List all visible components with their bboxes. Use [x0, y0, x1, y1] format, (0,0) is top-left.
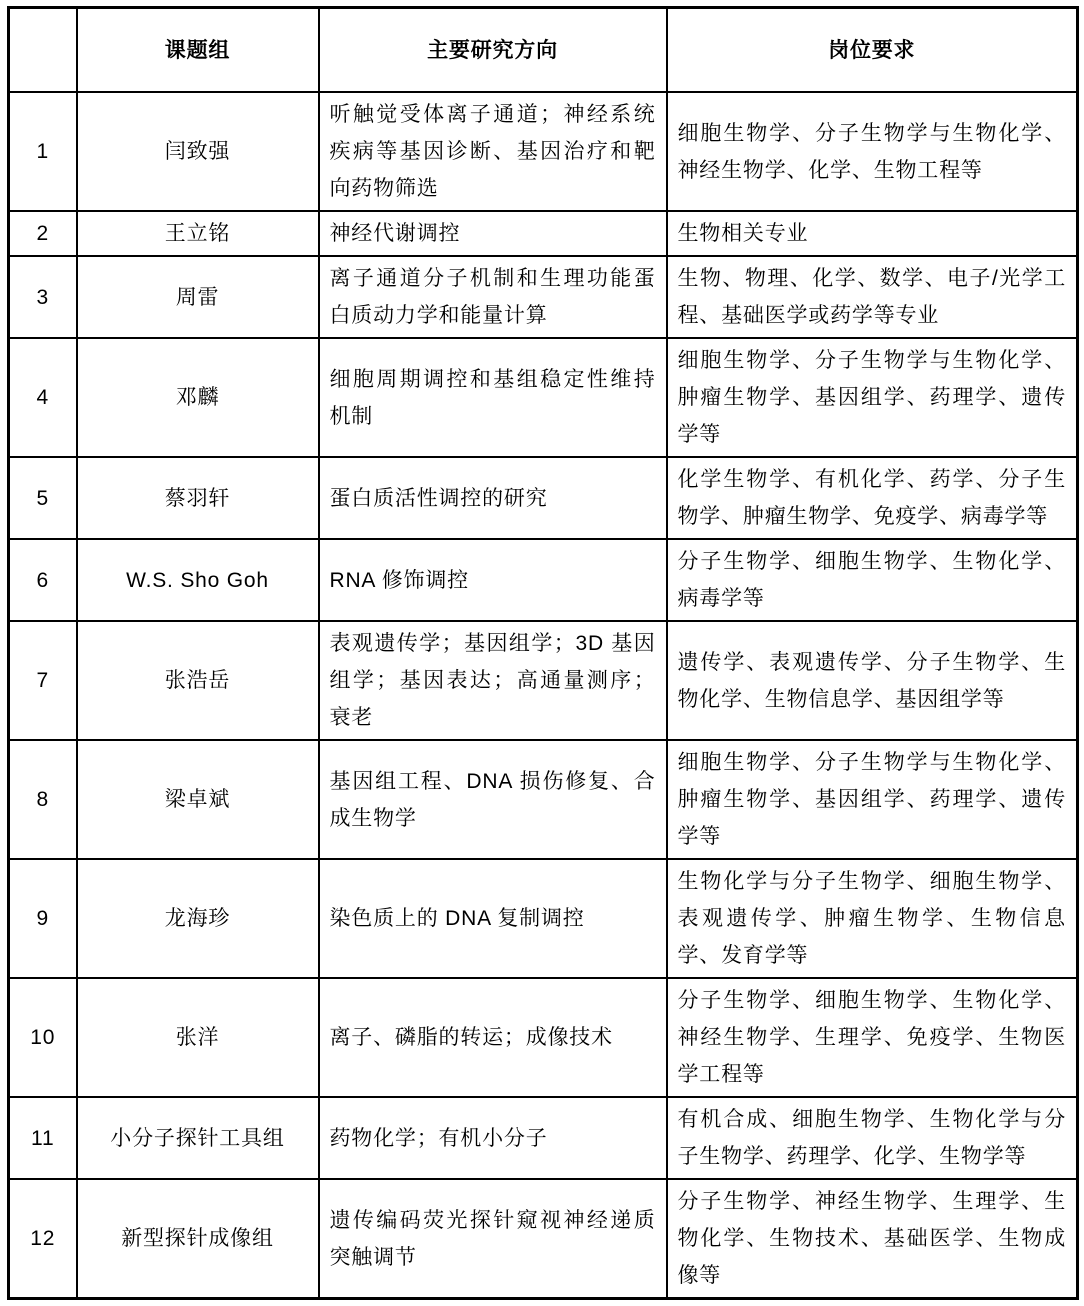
row-number-cell: 10	[9, 978, 77, 1097]
table-row	[9, 338, 1078, 457]
group-name-cell: 梁卓斌	[77, 740, 319, 859]
table-row	[9, 859, 1078, 978]
table-row	[9, 457, 1078, 539]
position-requirements-cell: 有机合成、细胞生物学、生物化学与分子生物学、药理学、化学、生物学等	[667, 1097, 1078, 1179]
row-number-cell: 9	[9, 859, 77, 978]
position-requirements-cell: 细胞生物学、分子生物学与生物化学、肿瘤生物学、基因组学、药理学、遗传学等	[667, 740, 1078, 859]
row-number-cell: 3	[9, 256, 77, 338]
group-name-cell: 闫致强	[77, 92, 319, 211]
research-direction-cell: 听触觉受体离子通道；神经系统疾病等基因诊断、基因治疗和靶向药物筛选	[319, 92, 667, 211]
table-row	[9, 1179, 1078, 1299]
group-name-cell: 王立铭	[77, 211, 319, 256]
row-number-cell: 2	[9, 211, 77, 256]
group-name-cell: 新型探针成像组	[77, 1179, 319, 1299]
row-number-cell: 6	[9, 539, 77, 621]
research-direction-cell: 表观遗传学；基因组学；3D 基因组学；基因表达；高通量测序；衰老	[319, 621, 667, 740]
position-requirements-cell: 分子生物学、细胞生物学、生物化学、神经生物学、生理学、免疫学、生物医学工程等	[667, 978, 1078, 1097]
table-row	[9, 1097, 1078, 1179]
group-name-cell: 蔡羽轩	[77, 457, 319, 539]
group-name-cell: 龙海珍	[77, 859, 319, 978]
research-direction-cell: 染色质上的 DNA 复制调控	[319, 859, 667, 978]
group-name-cell: 张洋	[77, 978, 319, 1097]
table-row	[9, 92, 1078, 211]
group-name-cell: 小分子探针工具组	[77, 1097, 319, 1179]
position-requirements-cell: 生物、物理、化学、数学、电子/光学工程、基础医学或药学等专业	[667, 256, 1078, 338]
group-name-cell: W.S. Sho Goh	[77, 539, 319, 621]
position-requirements-cell: 分子生物学、神经生物学、生理学、生物化学、生物技术、基础医学、生物成像等	[667, 1179, 1078, 1299]
research-direction-cell: 遗传编码荧光探针窥视神经递质突触调节	[319, 1179, 667, 1299]
table-header-row	[9, 8, 1078, 93]
table-row	[9, 740, 1078, 859]
row-number-cell: 11	[9, 1097, 77, 1179]
position-requirements-cell: 生物化学与分子生物学、细胞生物学、表观遗传学、肿瘤生物学、生物信息学、发育学等	[667, 859, 1078, 978]
table-row	[9, 539, 1078, 621]
position-requirements-cell: 生物相关专业	[667, 211, 1078, 256]
research-direction-cell: 蛋白质活性调控的研究	[319, 457, 667, 539]
research-direction-cell: 离子、磷脂的转运；成像技术	[319, 978, 667, 1097]
position-requirements-cell: 细胞生物学、分子生物学与生物化学、神经生物学、化学、生物工程等	[667, 92, 1078, 211]
row-number-cell: 7	[9, 621, 77, 740]
group-name-cell: 邓麟	[77, 338, 319, 457]
research-direction-cell: 细胞周期调控和基组稳定性维持机制	[319, 338, 667, 457]
group-name-cell: 周雷	[77, 256, 319, 338]
research-direction-cell: 神经代谢调控	[319, 211, 667, 256]
research-groups-table	[7, 6, 1079, 1300]
research-direction-cell: 药物化学；有机小分子	[319, 1097, 667, 1179]
table-row	[9, 211, 1078, 256]
table-row	[9, 256, 1078, 338]
row-number-cell: 5	[9, 457, 77, 539]
position-requirements-cell: 遗传学、表观遗传学、分子生物学、生物化学、生物信息学、基因组学等	[667, 621, 1078, 740]
research-direction-cell: 基因组工程、DNA 损伤修复、合成生物学	[319, 740, 667, 859]
col-header-number	[9, 8, 77, 93]
col-header-group: 课题组	[77, 8, 319, 93]
group-name-cell: 张浩岳	[77, 621, 319, 740]
row-number-cell: 4	[9, 338, 77, 457]
position-requirements-cell: 化学生物学、有机化学、药学、分子生物学、肿瘤生物学、免疫学、病毒学等	[667, 457, 1078, 539]
position-requirements-cell: 细胞生物学、分子生物学与生物化学、肿瘤生物学、基因组学、药理学、遗传学等	[667, 338, 1078, 457]
row-number-cell: 1	[9, 92, 77, 211]
table-row	[9, 978, 1078, 1097]
table-body	[9, 92, 1078, 1299]
row-number-cell: 12	[9, 1179, 77, 1299]
research-direction-cell: RNA 修饰调控	[319, 539, 667, 621]
row-number-cell: 8	[9, 740, 77, 859]
research-direction-cell: 离子通道分子机制和生理功能蛋白质动力学和能量计算	[319, 256, 667, 338]
table-row	[9, 621, 1078, 740]
col-header-direction: 主要研究方向	[319, 8, 667, 93]
position-requirements-cell: 分子生物学、细胞生物学、生物化学、病毒学等	[667, 539, 1078, 621]
col-header-requirements: 岗位要求	[667, 8, 1078, 93]
